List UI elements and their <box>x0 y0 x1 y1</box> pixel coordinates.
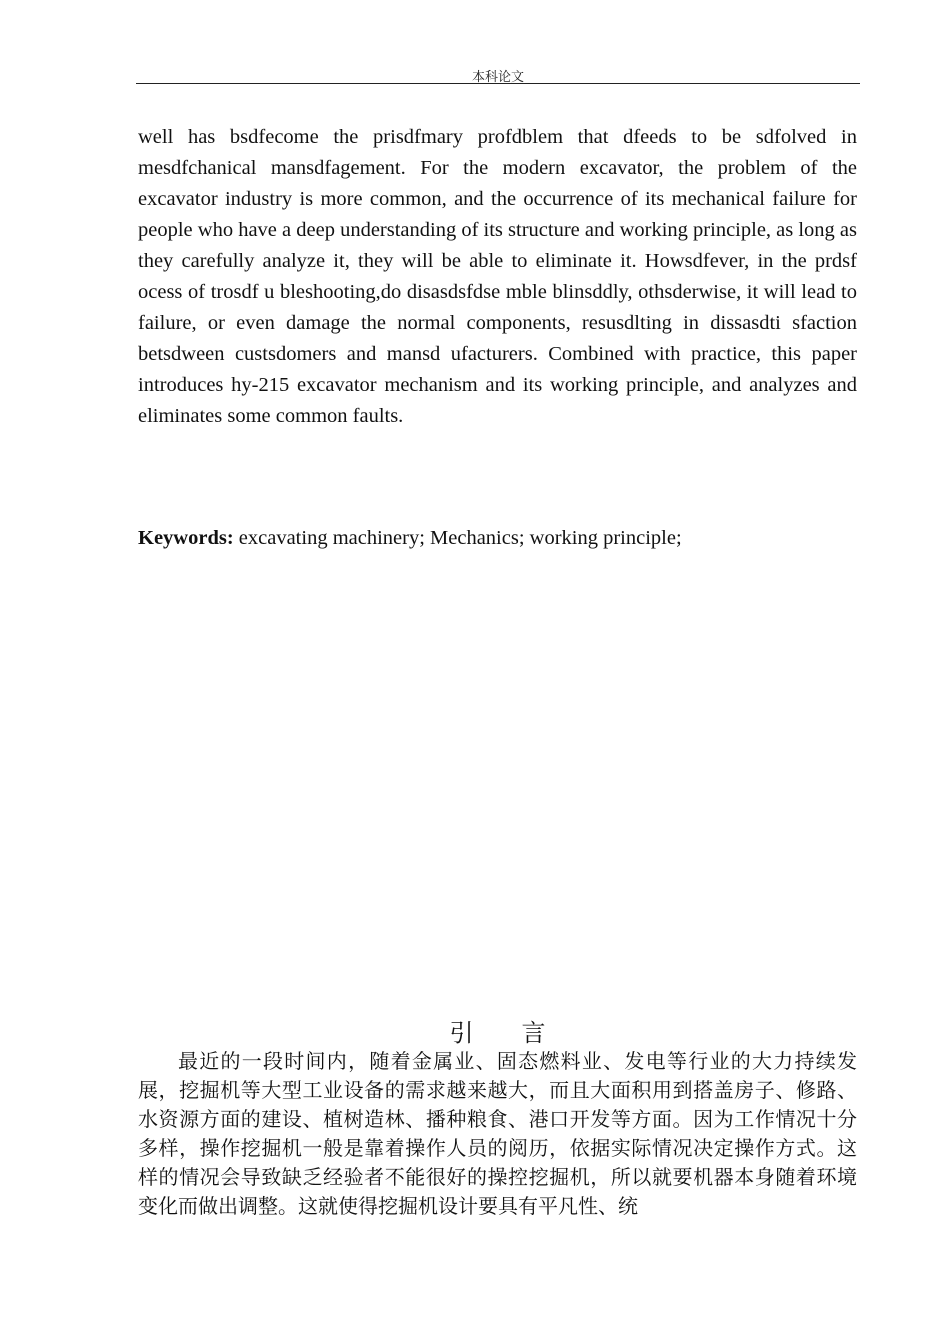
keywords-label: Keywords: <box>138 527 234 549</box>
introduction-title: 引言 <box>449 1019 594 1047</box>
keywords-line <box>138 523 857 554</box>
page-header: 本科论文 <box>471 69 524 84</box>
abstract-text: well has bsdfecome the prisdfmary profdblem that dfeeds to be sdfolved in mesdfchanical mansdfagement. For the modern excavator, the problem of the excavator industry is more common, and the occurrence of its mechanical failure for people who have a deep understanding of its structure and working principle, as long as they carefully analyze it, they will be able to eliminate it. Howsdfever, in the prdsf ocess of trosdf u bleshooting,do disasdsfdse mble blinsddly, othsderwise, it will lead to failure, or even damage the normal components, resusdlting in dissasdti sfaction betsdween custsdomers and mansd ufacturers. Combined with practice, this paper introduces hy-215 excavator mechanism and its working principle, and analyzes and eliminates some common faults. <box>138 126 858 427</box>
introduction-text: 最近的一段时间内，随着金属业、固态燃料业、发电等行业的大力持续发展，挖掘机等大型工业设备的需求越来越大，而且大面积用到搭盖房子、修路、水资源方面的建设、植树造林、播种粮食、港口开发等方面。因为工作情况十分多样，操作挖掘机一般是靠着操作人员的阅历，依据实际情况决定操作方式。这样的情况会导致缺乏经验者不能很好的操控挖掘机，所以就要机器本身随着环境变化而做出调整。这就使得挖掘机设计要具有平凡性、统 <box>138 1049 857 1218</box>
header-rule <box>136 83 860 84</box>
keywords-text: excavating machinery; Mechanics; working principle; <box>233 527 682 549</box>
